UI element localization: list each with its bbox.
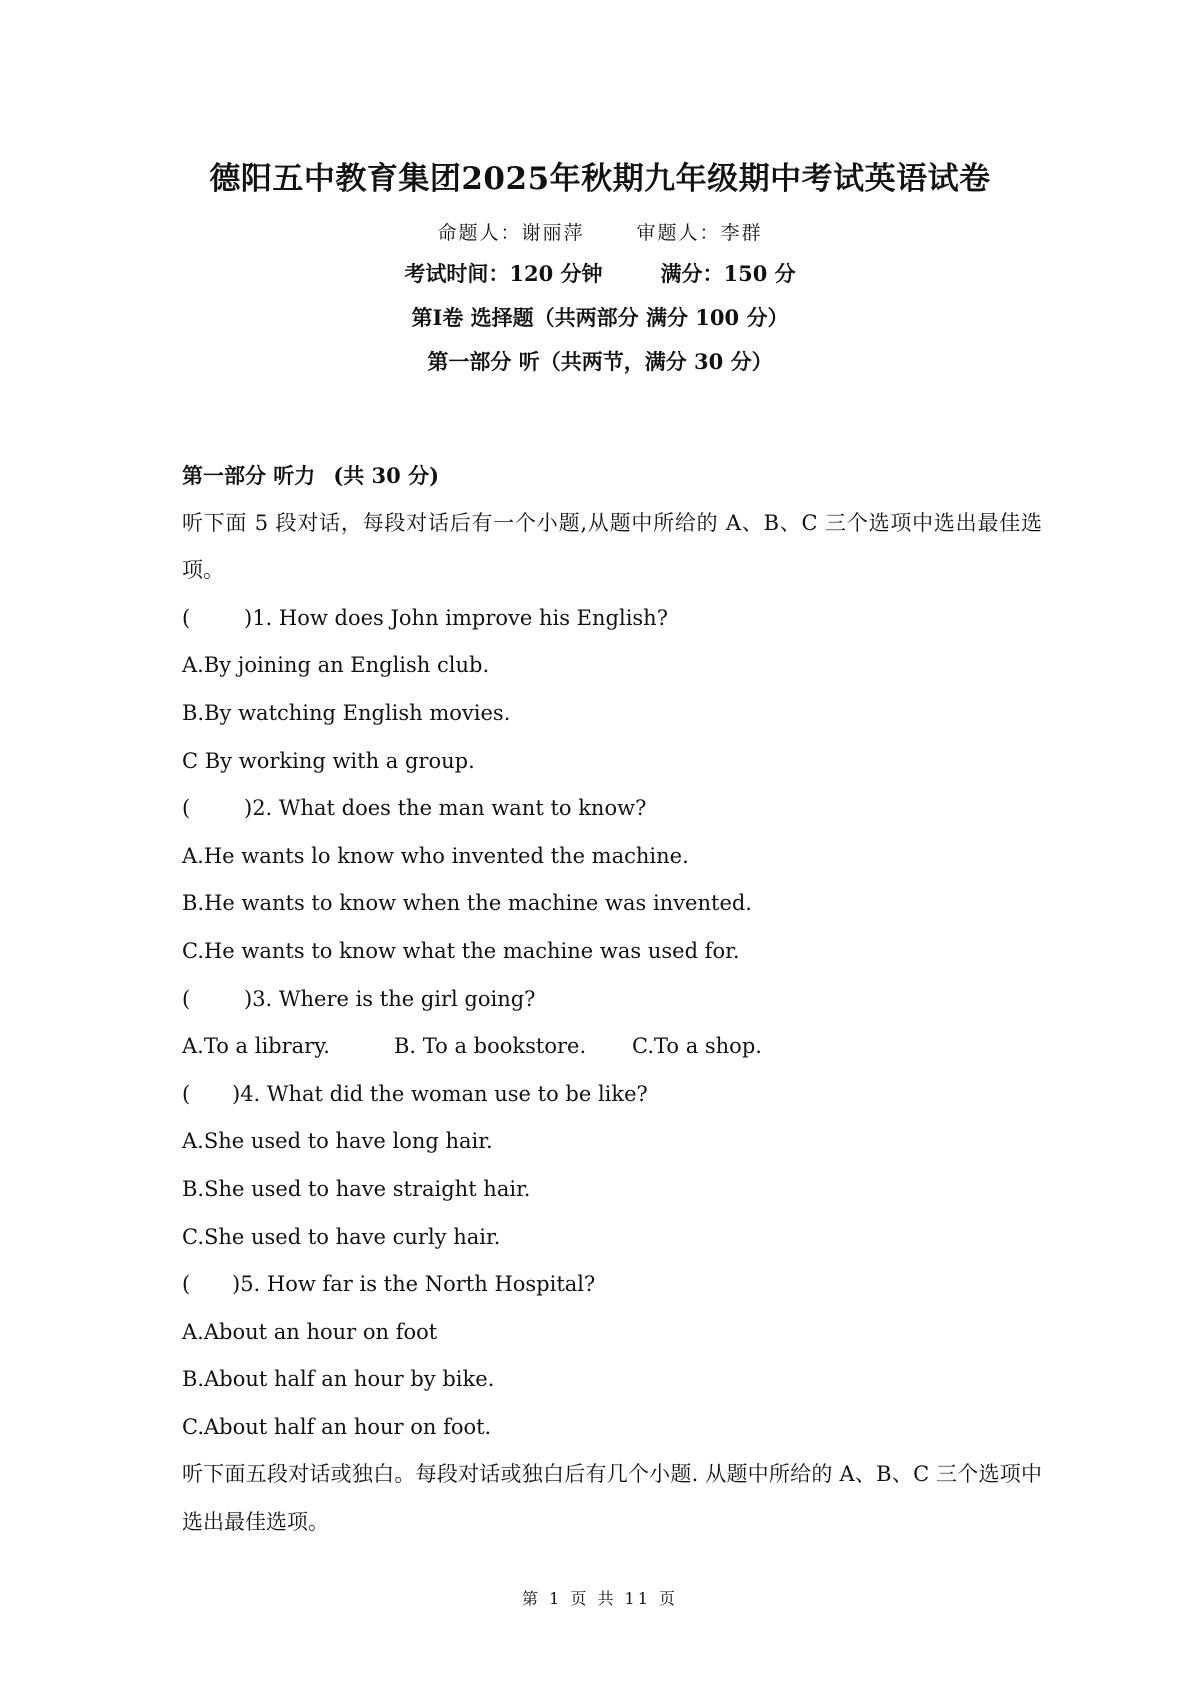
question-1 <box>182 595 1042 643</box>
section-title: 第一部分 听力 <box>182 463 316 488</box>
exam-title: 德阳五中教育集团2025年秋期九年级期中考试英语试卷 <box>209 161 991 197</box>
option-5b: B.About half an hour by bike. <box>182 1367 495 1392</box>
option-5c: C.About half an hour on foot. <box>182 1414 492 1439</box>
option-4a: A.She used to have long hair. <box>182 1129 493 1154</box>
answer-paren: ( <box>182 605 191 630</box>
question-3 <box>182 976 1042 1024</box>
exam-full-score: 满分：150 分 <box>660 261 796 286</box>
options-row-3 <box>182 1023 1042 1071</box>
option-2a: A.He wants lo know who invented the machine. <box>182 843 689 868</box>
question-stem: )3. Where is the girl going? <box>244 986 536 1011</box>
option-3c: C.To a shop. <box>632 1034 762 1059</box>
answer-paren: ( <box>182 1081 191 1106</box>
option-3b: B. To a bookstore. <box>394 1034 587 1059</box>
answer-paren: ( <box>182 1272 191 1297</box>
option-5a: A.About an hour on foot <box>182 1319 438 1344</box>
exam-content <box>182 452 1042 1547</box>
question-4 <box>182 1071 1042 1119</box>
question-stem: )5. How far is the North Hospital? <box>232 1272 596 1297</box>
exam-info-line <box>0 258 1200 288</box>
option-2c: C.He wants to know what the machine was used for. <box>182 938 740 963</box>
question-stem: )1. How does John improve his English? <box>244 605 668 630</box>
answer-paren: ( <box>182 796 191 821</box>
instruction-paragraph-2: 听下面五段对话或独白。每段对话或独白后有几个小题. 从题中所给的 A、B、C 三个选项中选出最佳选项。 <box>182 1462 1042 1535</box>
option-4c: C.She used to have curly hair. <box>182 1224 501 1249</box>
question-setter: 命题人：谢丽萍 <box>437 222 585 244</box>
question-reviewer: 审题人：李群 <box>636 222 763 244</box>
option-1c: C By working with a group. <box>182 748 475 773</box>
instruction-paragraph-1: 听下面 5 段对话，每段对话后有一个小题,从题中所给的 A、B、C 三个选项中选出最佳选项。 <box>182 510 1042 583</box>
option-4b: B.She used to have straight hair. <box>182 1176 531 1201</box>
option-1a: A.By joining an English club. <box>182 653 490 678</box>
section-heading <box>182 452 1042 500</box>
authors-line <box>0 218 1200 245</box>
question-stem: )4. What did the woman use to be like? <box>232 1081 648 1106</box>
page-footer: 第 1 页 共 11 页 <box>522 1589 678 1608</box>
section-points: (共 30 分) <box>333 463 440 488</box>
exam-time: 考试时间：120 分钟 <box>404 261 603 286</box>
answer-paren: ( <box>182 986 191 1011</box>
volume-heading: 第Ⅰ卷 选择题（共两部分 满分 100 分） <box>411 305 789 330</box>
option-1b: B.By watching English movies. <box>182 700 511 725</box>
option-2b: B.He wants to know when the machine was invented. <box>182 891 752 916</box>
part-heading: 第一部分 听（共两节，满分 30 分） <box>427 349 773 374</box>
question-stem: )2. What does the man want to know? <box>244 796 647 821</box>
question-5 <box>182 1261 1042 1309</box>
option-3a: A.To a library. <box>182 1034 330 1059</box>
question-2 <box>182 785 1042 833</box>
